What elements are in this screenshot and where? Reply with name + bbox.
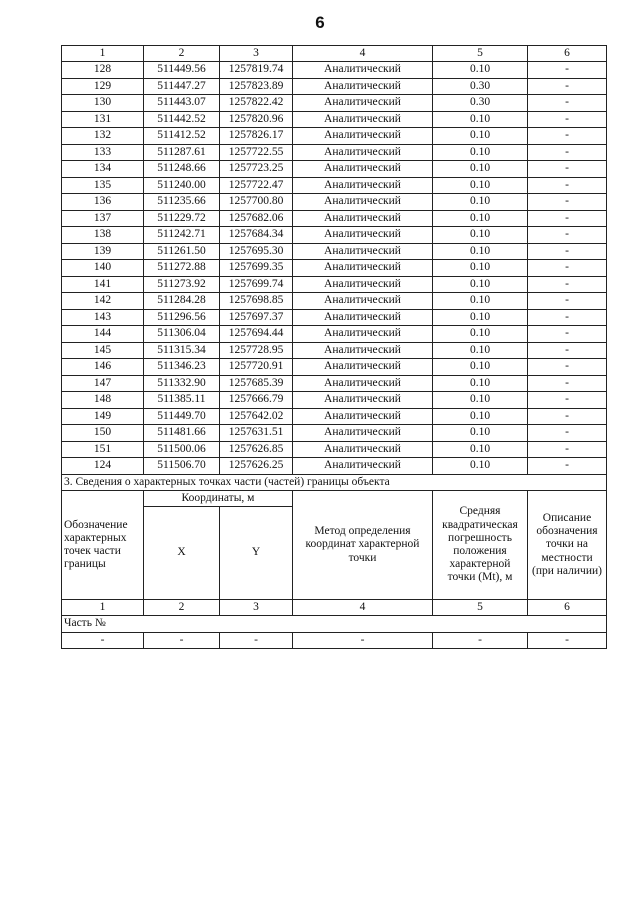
error-cell: 0.30 — [433, 78, 528, 95]
coordinates-header: Координаты, м — [144, 491, 293, 507]
table-row — [62, 144, 607, 161]
y-coordinate-cell: 1257697.37 — [220, 309, 293, 326]
x-coordinate-cell: 511242.71 — [144, 227, 220, 244]
point-id-cell: 145 — [62, 342, 144, 359]
y-coordinate-cell: 1257700.80 — [220, 194, 293, 211]
error-cell: 0.10 — [433, 276, 528, 293]
error-cell: 0.10 — [433, 243, 528, 260]
method-cell: Аналитический — [293, 441, 433, 458]
y-coordinate-cell: 1257682.06 — [220, 210, 293, 227]
y-coordinate-cell: 1257666.79 — [220, 392, 293, 409]
table-row — [62, 161, 607, 178]
x-coordinate-cell: 511315.34 — [144, 342, 220, 359]
y-coordinate-cell: 1257684.34 — [220, 227, 293, 244]
x-coordinate-cell: 511443.07 — [144, 95, 220, 112]
description-cell: - — [528, 375, 607, 392]
y-coordinate-cell: 1257685.39 — [220, 375, 293, 392]
y-coordinate-cell: 1257695.30 — [220, 243, 293, 260]
point-id-cell: 150 — [62, 425, 144, 442]
description-cell: - — [528, 161, 607, 178]
description-cell: - — [528, 144, 607, 161]
table-row — [62, 95, 607, 112]
point-id-cell: 146 — [62, 359, 144, 376]
x-coordinate-cell: 511306.04 — [144, 326, 220, 343]
x-coordinate-cell: 511272.88 — [144, 260, 220, 277]
point-id-cell: 130 — [62, 95, 144, 112]
description-cell: - — [528, 62, 607, 79]
description-cell: - — [528, 227, 607, 244]
table-row — [62, 128, 607, 145]
x-coordinate-cell: 511346.23 — [144, 359, 220, 376]
point-id-cell: 141 — [62, 276, 144, 293]
point-id-cell: 134 — [62, 161, 144, 178]
x-coordinate-cell: 511284.28 — [144, 293, 220, 310]
error-cell: 0.10 — [433, 359, 528, 376]
error-cell: 0.10 — [433, 375, 528, 392]
method-cell: Аналитический — [293, 210, 433, 227]
point-id-cell: 133 — [62, 144, 144, 161]
error-cell: 0.30 — [433, 95, 528, 112]
table-row — [62, 227, 607, 244]
y-coordinate-cell: 1257823.89 — [220, 78, 293, 95]
column-number: 3 — [220, 600, 293, 616]
error-cell: 0.10 — [433, 128, 528, 145]
method-cell: Аналитический — [293, 293, 433, 310]
method-cell: Аналитический — [293, 458, 433, 475]
page-number: 6 — [315, 13, 325, 32]
table-row — [62, 210, 607, 227]
error-cell: 0.10 — [433, 408, 528, 425]
section-title: 3. Сведения о характерных точках части (частей) границы объекта — [62, 474, 607, 491]
table-row — [62, 392, 607, 409]
point-id-cell: 124 — [62, 458, 144, 475]
table-row — [62, 309, 607, 326]
method-cell: Аналитический — [293, 78, 433, 95]
table-row — [62, 342, 607, 359]
point-id-cell: 140 — [62, 260, 144, 277]
x-coordinate-cell: 511506.70 — [144, 458, 220, 475]
y-coordinate-cell: 1257819.74 — [220, 62, 293, 79]
y-coordinate-cell: 1257722.47 — [220, 177, 293, 194]
column-number: 6 — [528, 46, 607, 62]
x-coordinate-cell: 511235.66 — [144, 194, 220, 211]
x-coordinate-cell: 511287.61 — [144, 144, 220, 161]
empty-data-row — [62, 632, 607, 649]
error-header: Средняя квадратическая погрешность положения характерной точки (Mt), м — [433, 491, 528, 600]
y-coordinate-cell: 1257820.96 — [220, 111, 293, 128]
error-cell: 0.10 — [433, 342, 528, 359]
method-cell: Аналитический — [293, 177, 433, 194]
column-number-row — [62, 600, 607, 616]
description-cell: - — [528, 78, 607, 95]
y-coordinate-cell: 1257720.91 — [220, 359, 293, 376]
x-coordinate-cell: 511332.90 — [144, 375, 220, 392]
description-cell: - — [528, 243, 607, 260]
method-cell: Аналитический — [293, 342, 433, 359]
description-cell: - — [528, 111, 607, 128]
column-number: 1 — [62, 600, 144, 616]
description-cell: - — [528, 458, 607, 475]
x-coordinate-cell: 511229.72 — [144, 210, 220, 227]
method-cell: Аналитический — [293, 359, 433, 376]
error-cell: 0.10 — [433, 144, 528, 161]
error-cell: 0.10 — [433, 177, 528, 194]
y-coordinate-cell: 1257822.42 — [220, 95, 293, 112]
x-coordinate-cell: 511273.92 — [144, 276, 220, 293]
table-cell: - — [62, 632, 144, 649]
x-header: X — [144, 507, 220, 600]
error-cell: 0.10 — [433, 161, 528, 178]
x-coordinate-cell: 511481.66 — [144, 425, 220, 442]
error-cell: 0.10 — [433, 392, 528, 409]
table-row — [62, 194, 607, 211]
table-row — [62, 458, 607, 475]
column-number: 2 — [144, 46, 220, 62]
point-id-cell: 138 — [62, 227, 144, 244]
method-cell: Аналитический — [293, 194, 433, 211]
table-row — [62, 441, 607, 458]
description-cell: - — [528, 260, 607, 277]
error-cell: 0.10 — [433, 62, 528, 79]
y-coordinate-cell: 1257626.85 — [220, 441, 293, 458]
y-coordinate-cell: 1257723.25 — [220, 161, 293, 178]
table-row — [62, 293, 607, 310]
table-cell: - — [220, 632, 293, 649]
description-cell: - — [528, 408, 607, 425]
method-cell: Аналитический — [293, 95, 433, 112]
description-cell: - — [528, 309, 607, 326]
table-cell: - — [528, 632, 607, 649]
section-title-row — [62, 474, 607, 491]
point-id-cell: 128 — [62, 62, 144, 79]
y-coordinate-cell: 1257728.95 — [220, 342, 293, 359]
table-row — [62, 326, 607, 343]
method-cell: Аналитический — [293, 62, 433, 79]
column-number: 6 — [528, 600, 607, 616]
point-id-cell: 144 — [62, 326, 144, 343]
point-id-cell: 151 — [62, 441, 144, 458]
table-row — [62, 243, 607, 260]
point-id-cell: 137 — [62, 210, 144, 227]
method-cell: Аналитический — [293, 161, 433, 178]
column-number: 3 — [220, 46, 293, 62]
error-cell: 0.10 — [433, 111, 528, 128]
x-coordinate-cell: 511296.56 — [144, 309, 220, 326]
column-number: 1 — [62, 46, 144, 62]
table-row — [62, 62, 607, 79]
point-id-cell: 149 — [62, 408, 144, 425]
error-cell: 0.10 — [433, 194, 528, 211]
x-coordinate-cell: 511412.52 — [144, 128, 220, 145]
method-cell: Аналитический — [293, 260, 433, 277]
x-coordinate-cell: 511240.00 — [144, 177, 220, 194]
method-cell: Аналитический — [293, 144, 433, 161]
description-cell: - — [528, 128, 607, 145]
column-number: 5 — [433, 46, 528, 62]
table-row — [62, 177, 607, 194]
method-cell: Аналитический — [293, 243, 433, 260]
method-cell: Аналитический — [293, 375, 433, 392]
column-number: 2 — [144, 600, 220, 616]
description-header: Описание обозначения точки на местности (при наличии) — [528, 491, 607, 600]
point-id-cell: 148 — [62, 392, 144, 409]
table-row — [62, 425, 607, 442]
x-coordinate-cell: 511500.06 — [144, 441, 220, 458]
point-id-cell: 147 — [62, 375, 144, 392]
table-row — [62, 78, 607, 95]
point-id-cell: 131 — [62, 111, 144, 128]
error-cell: 0.10 — [433, 326, 528, 343]
column-number-row — [62, 46, 607, 62]
description-cell: - — [528, 392, 607, 409]
error-cell: 0.10 — [433, 227, 528, 244]
x-coordinate-cell: 511442.52 — [144, 111, 220, 128]
table-cell: - — [144, 632, 220, 649]
method-cell: Аналитический — [293, 408, 433, 425]
description-cell: - — [528, 441, 607, 458]
section-header-row — [62, 491, 607, 507]
x-coordinate-cell: 511385.11 — [144, 392, 220, 409]
coordinates-table — [61, 45, 607, 649]
description-cell: - — [528, 342, 607, 359]
point-id-cell: 142 — [62, 293, 144, 310]
y-coordinate-cell: 1257642.02 — [220, 408, 293, 425]
method-cell: Аналитический — [293, 227, 433, 244]
description-cell: - — [528, 326, 607, 343]
x-coordinate-cell: 511261.50 — [144, 243, 220, 260]
y-coordinate-cell: 1257722.55 — [220, 144, 293, 161]
part-row — [62, 616, 607, 633]
description-cell: - — [528, 210, 607, 227]
method-cell: Аналитический — [293, 128, 433, 145]
table-row — [62, 359, 607, 376]
error-cell: 0.10 — [433, 210, 528, 227]
point-id-cell: 129 — [62, 78, 144, 95]
error-cell: 0.10 — [433, 293, 528, 310]
y-coordinate-cell: 1257694.44 — [220, 326, 293, 343]
y-header: Y — [220, 507, 293, 600]
column-number: 4 — [293, 600, 433, 616]
point-id-cell: 136 — [62, 194, 144, 211]
y-coordinate-cell: 1257699.74 — [220, 276, 293, 293]
table-row — [62, 111, 607, 128]
description-cell: - — [528, 359, 607, 376]
y-coordinate-cell: 1257626.25 — [220, 458, 293, 475]
point-id-cell: 139 — [62, 243, 144, 260]
x-coordinate-cell: 511248.66 — [144, 161, 220, 178]
table-cell: - — [293, 632, 433, 649]
error-cell: 0.10 — [433, 425, 528, 442]
y-coordinate-cell: 1257698.85 — [220, 293, 293, 310]
method-cell: Аналитический — [293, 276, 433, 293]
description-cell: - — [528, 194, 607, 211]
y-coordinate-cell: 1257631.51 — [220, 425, 293, 442]
y-coordinate-cell: 1257699.35 — [220, 260, 293, 277]
column-number: 5 — [433, 600, 528, 616]
method-cell: Аналитический — [293, 326, 433, 343]
error-cell: 0.10 — [433, 441, 528, 458]
x-coordinate-cell: 511449.56 — [144, 62, 220, 79]
description-cell: - — [528, 276, 607, 293]
description-cell: - — [528, 425, 607, 442]
description-cell: - — [528, 293, 607, 310]
method-cell: Аналитический — [293, 111, 433, 128]
description-cell: - — [528, 177, 607, 194]
y-coordinate-cell: 1257826.17 — [220, 128, 293, 145]
error-cell: 0.10 — [433, 309, 528, 326]
method-cell: Аналитический — [293, 425, 433, 442]
point-id-cell: 132 — [62, 128, 144, 145]
error-cell: 0.10 — [433, 458, 528, 475]
point-id-cell: 143 — [62, 309, 144, 326]
x-coordinate-cell: 511447.27 — [144, 78, 220, 95]
table-row — [62, 276, 607, 293]
column-number: 4 — [293, 46, 433, 62]
x-coordinate-cell: 511449.70 — [144, 408, 220, 425]
part-label: Часть № — [62, 616, 607, 633]
table-cell: - — [433, 632, 528, 649]
table-row — [62, 260, 607, 277]
table-row — [62, 408, 607, 425]
method-cell: Аналитический — [293, 309, 433, 326]
description-cell: - — [528, 95, 607, 112]
method-header: Метод определения координат характерной точки — [293, 491, 433, 600]
table-row — [62, 375, 607, 392]
point-designation-header: Обозначение характерных точек части границы — [62, 491, 144, 600]
method-cell: Аналитический — [293, 392, 433, 409]
error-cell: 0.10 — [433, 260, 528, 277]
point-id-cell: 135 — [62, 177, 144, 194]
